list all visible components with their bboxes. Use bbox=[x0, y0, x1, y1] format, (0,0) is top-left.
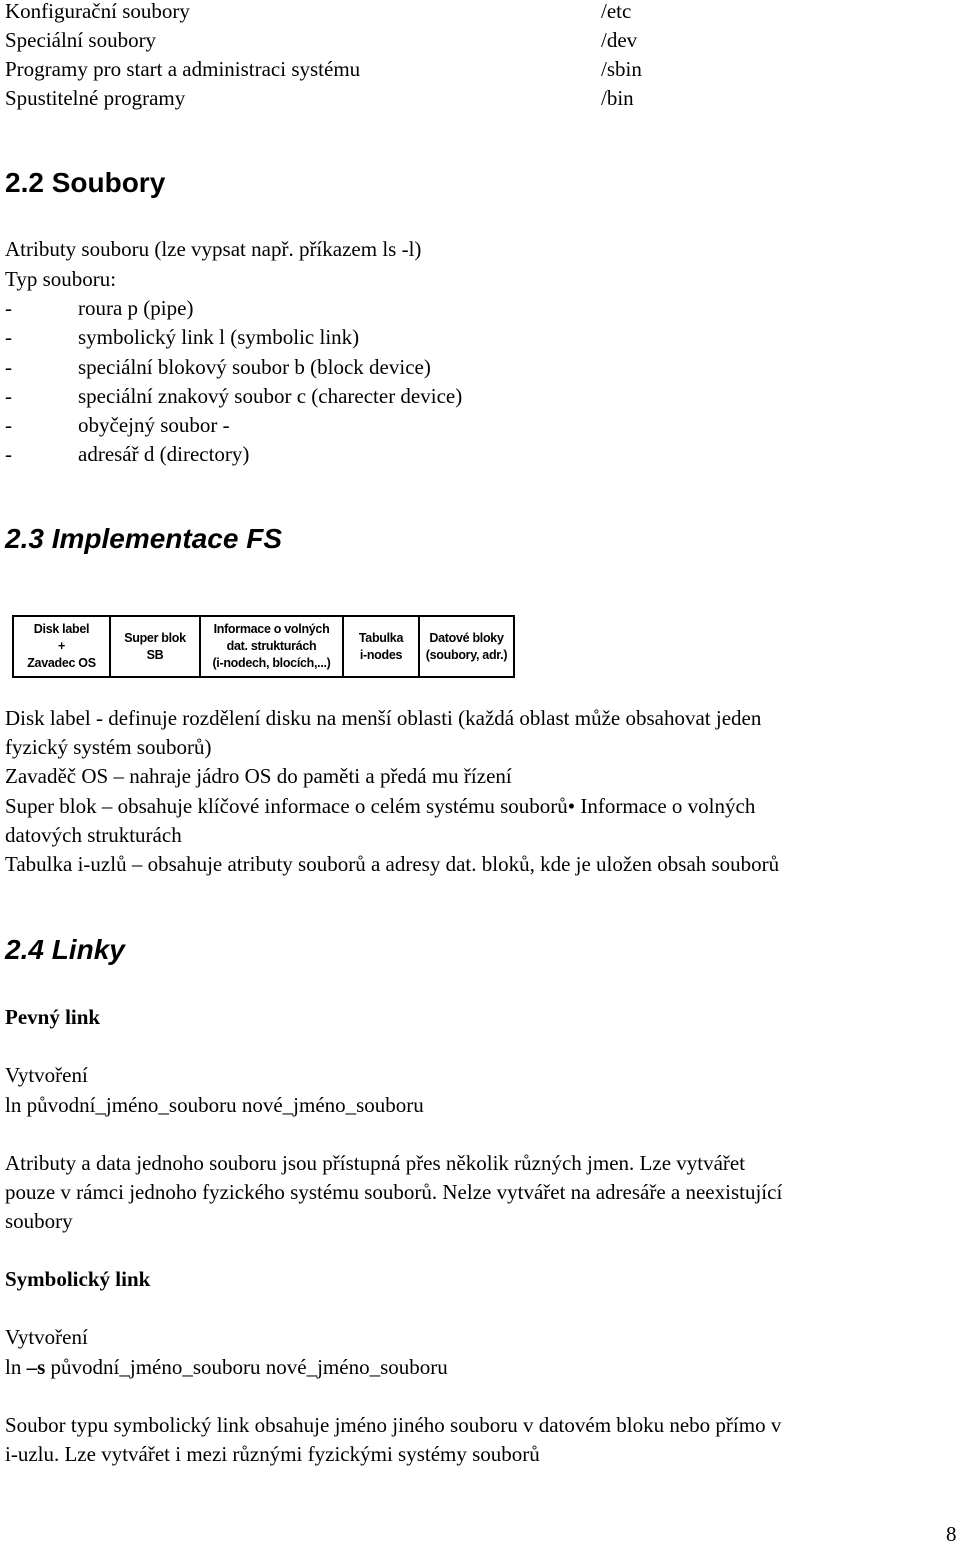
list-text: obyčejný soubor - bbox=[78, 413, 230, 438]
diagram-cell-disk-label: Disk label + Zavadec OS bbox=[14, 617, 111, 676]
directory-path: /sbin bbox=[601, 57, 642, 81]
hard-link-command: ln původní_jméno_souboru nové_jméno_souboru bbox=[5, 1093, 424, 1117]
fs-desc-line: fyzický systém souborů) bbox=[5, 735, 212, 759]
list-item bbox=[0, 353, 700, 382]
symlink-desc-line: i-uzlu. Lze vytvářet i mezi různými fyzickými systémy souborů bbox=[5, 1442, 540, 1466]
fs-desc-line: Zavaděč OS – nahraje jádro OS do paměti a předá mu řízení bbox=[5, 764, 512, 788]
directory-label: Speciální soubory bbox=[5, 28, 157, 52]
list-dash: - bbox=[5, 413, 12, 438]
symlink-create-label: Vytvoření bbox=[5, 1325, 88, 1349]
file-type-label: Typ souboru: bbox=[5, 267, 117, 291]
attributes-line: Atributy souboru (lze vypsat např. příkazem ls -l) bbox=[5, 237, 422, 261]
fs-layout-diagram bbox=[12, 615, 515, 678]
diagram-cell-data-blocks: Datové bloky (soubory, adr.) bbox=[425, 630, 508, 662]
list-item bbox=[0, 323, 700, 352]
diagram-cell-inode-table: Tabulka i-nodes bbox=[344, 617, 420, 676]
symlink-desc-line: Soubor typu symbolický link obsahuje jméno jiného souboru v datovém bloku nebo přímo v bbox=[5, 1413, 782, 1437]
symlink-command-flag: –s bbox=[26, 1355, 46, 1379]
list-text: adresář d (directory) bbox=[78, 442, 250, 467]
fs-desc-line: Super blok – obsahuje klíčové informace o celém systému souborů• Informace o volných bbox=[5, 794, 756, 818]
directory-label: Spustitelné programy bbox=[5, 86, 186, 110]
directory-row bbox=[5, 0, 705, 26]
fs-desc-line: datových strukturách bbox=[5, 823, 182, 847]
list-text: speciální blokový soubor b (block device) bbox=[78, 354, 431, 379]
diagram-cell-free-info: Informace o volných dat. strukturách (i-nodech, blocích,...) bbox=[201, 617, 344, 676]
hard-link-desc-line: Atributy a data jednoho souboru jsou přístupná přes několik různých jmen. Lze vytvářet bbox=[5, 1151, 746, 1175]
section-heading-2-4: 2.4 Linky bbox=[5, 934, 125, 965]
directory-path: /dev bbox=[601, 28, 638, 52]
list-text: roura p (pipe) bbox=[78, 296, 194, 320]
directory-row bbox=[5, 84, 705, 113]
list-dash: - bbox=[5, 296, 12, 320]
list-text: speciální znakový soubor c (charecter device) bbox=[78, 383, 463, 408]
hard-link-title: Pevný link bbox=[5, 1005, 101, 1029]
fs-desc-line: Disk label - definuje rozdělení disku na menší oblasti (každá oblast může obsahovat jeden bbox=[5, 706, 762, 730]
symlink-command-rest: původní_jméno_souboru nové_jméno_souboru bbox=[45, 1355, 448, 1379]
directory-row bbox=[5, 26, 705, 55]
diagram-cell-super-block: Super blok SB bbox=[111, 617, 201, 676]
list-dash: - bbox=[5, 383, 12, 408]
symlink-command-prefix: ln bbox=[5, 1355, 27, 1379]
directory-label: Programy pro start a administraci systému bbox=[5, 57, 361, 81]
page-number: 8 bbox=[946, 1522, 957, 1546]
directory-table bbox=[5, 0, 705, 113]
list-dash: - bbox=[5, 442, 12, 467]
fs-desc-line: Tabulka i-uzlů – obsahuje atributy souborů a adresy dat. bloků, kde je uložen obsah souborů bbox=[5, 852, 780, 876]
list-item bbox=[0, 382, 700, 411]
file-type-list bbox=[0, 294, 700, 470]
directory-row bbox=[5, 55, 705, 84]
directory-path: /bin bbox=[601, 86, 634, 110]
list-item bbox=[0, 440, 700, 469]
directory-path: /etc bbox=[601, 0, 632, 23]
section-heading-2-2: 2.2 Soubory bbox=[5, 167, 166, 198]
hard-link-create-label: Vytvoření bbox=[5, 1063, 88, 1087]
directory-label: Konfigurační soubory bbox=[5, 0, 190, 23]
list-dash: - bbox=[5, 325, 12, 350]
list-dash: - bbox=[5, 354, 12, 379]
hard-link-desc-line: soubory bbox=[5, 1209, 73, 1233]
symlink-title: Symbolický link bbox=[5, 1267, 151, 1291]
list-item bbox=[0, 411, 700, 440]
hard-link-desc-line: pouze v rámci jednoho fyzického systému souborů. Nelze vytvářet na adresáře a neexistující bbox=[5, 1180, 783, 1204]
symlink-command bbox=[5, 1353, 448, 1383]
list-item bbox=[0, 294, 700, 323]
section-heading-2-3: 2.3 Implementace FS bbox=[5, 523, 283, 554]
list-text: symbolický link l (symbolic link) bbox=[78, 325, 360, 350]
